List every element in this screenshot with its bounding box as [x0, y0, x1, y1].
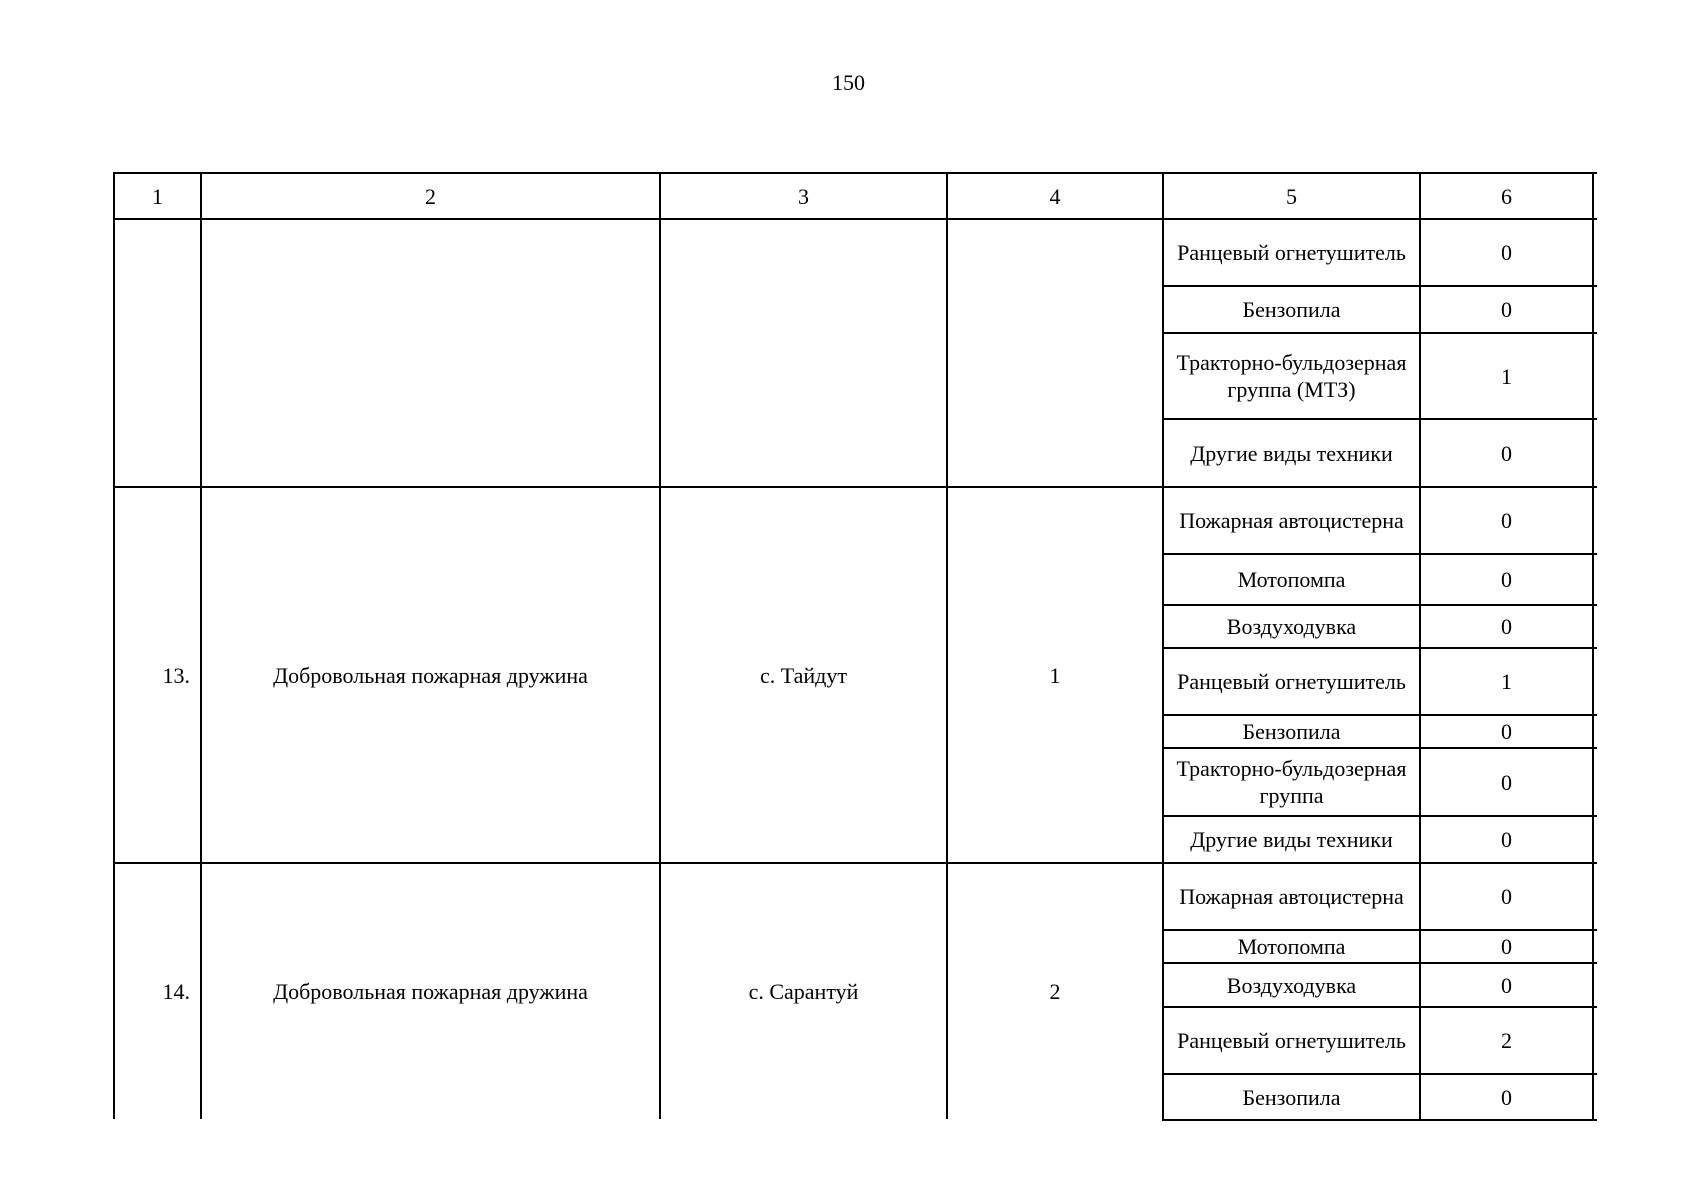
equipment-name: Ранцевый огнетушитель [1177, 240, 1406, 265]
equipment-name: Другие виды техники [1190, 440, 1393, 466]
quantity: 1 [1049, 662, 1061, 688]
equipment-name: Мотопомпа [1237, 567, 1346, 592]
equipment-count: 0 [1501, 297, 1512, 322]
equipment-name: Воздуходувка [1226, 614, 1357, 639]
header-cell: 2 [425, 183, 436, 209]
equipment-count: 0 [1501, 240, 1512, 265]
header-cell: 5 [1286, 183, 1297, 209]
equipment-count: 1 [1501, 363, 1512, 389]
header-cell: 3 [798, 183, 809, 209]
quantity: 2 [1049, 979, 1061, 1004]
equipment-name: Ранцевый огнетушитель [1177, 669, 1406, 694]
equipment-count: 0 [1501, 508, 1512, 533]
header-cell: 1 [152, 183, 163, 209]
equipment-count: 0 [1501, 614, 1512, 639]
equipment-name: Пожарная автоцистерна [1179, 884, 1404, 909]
equipment-count: 0 [1501, 567, 1512, 592]
organization-name: Добровольная пожарная дружина [273, 979, 588, 1004]
equipment-name: Бензопила [1242, 719, 1341, 744]
page-number: 150 [832, 70, 865, 95]
equipment-count: 0 [1501, 934, 1512, 959]
equipment-name: Мотопомпа [1237, 934, 1346, 959]
settlement: с. Сарантуй [748, 979, 859, 1004]
row-number: 13. [162, 662, 190, 688]
equipment-count: 0 [1501, 827, 1512, 852]
header-cell: 6 [1501, 183, 1512, 209]
organization-name: Добровольная пожарная дружина [273, 662, 588, 688]
settlement: с. Тайдут [759, 662, 847, 688]
equipment-count: 1 [1501, 669, 1512, 694]
equipment-name: Бензопила [1242, 297, 1341, 322]
equipment-count: 0 [1501, 972, 1512, 998]
equipment-name: Другие виды техники [1190, 827, 1393, 852]
header-cell: 4 [1049, 183, 1061, 209]
equipment-count: 0 [1501, 1084, 1512, 1110]
equipment-name: Бензопила [1242, 1084, 1341, 1110]
equipment-count: 0 [1501, 440, 1512, 466]
equipment-name: Тракторно-бульдозерная группа [1176, 756, 1407, 808]
equipment-count: 0 [1501, 884, 1512, 909]
row-number: 14. [162, 979, 190, 1004]
table-line [1164, 1119, 1597, 1121]
equipment-name: Воздуходувка [1226, 972, 1357, 998]
equipment-name: Ранцевый огнетушитель [1177, 1028, 1406, 1053]
table-line [1592, 172, 1594, 1121]
equipment-count: 0 [1501, 719, 1512, 744]
equipment-name: Пожарная автоцистерна [1179, 508, 1404, 533]
equipment-count: 2 [1501, 1028, 1512, 1053]
equipment-name: Тракторно-бульдозерная группа (МТЗ) [1176, 350, 1407, 402]
equipment-count: 0 [1501, 769, 1512, 795]
